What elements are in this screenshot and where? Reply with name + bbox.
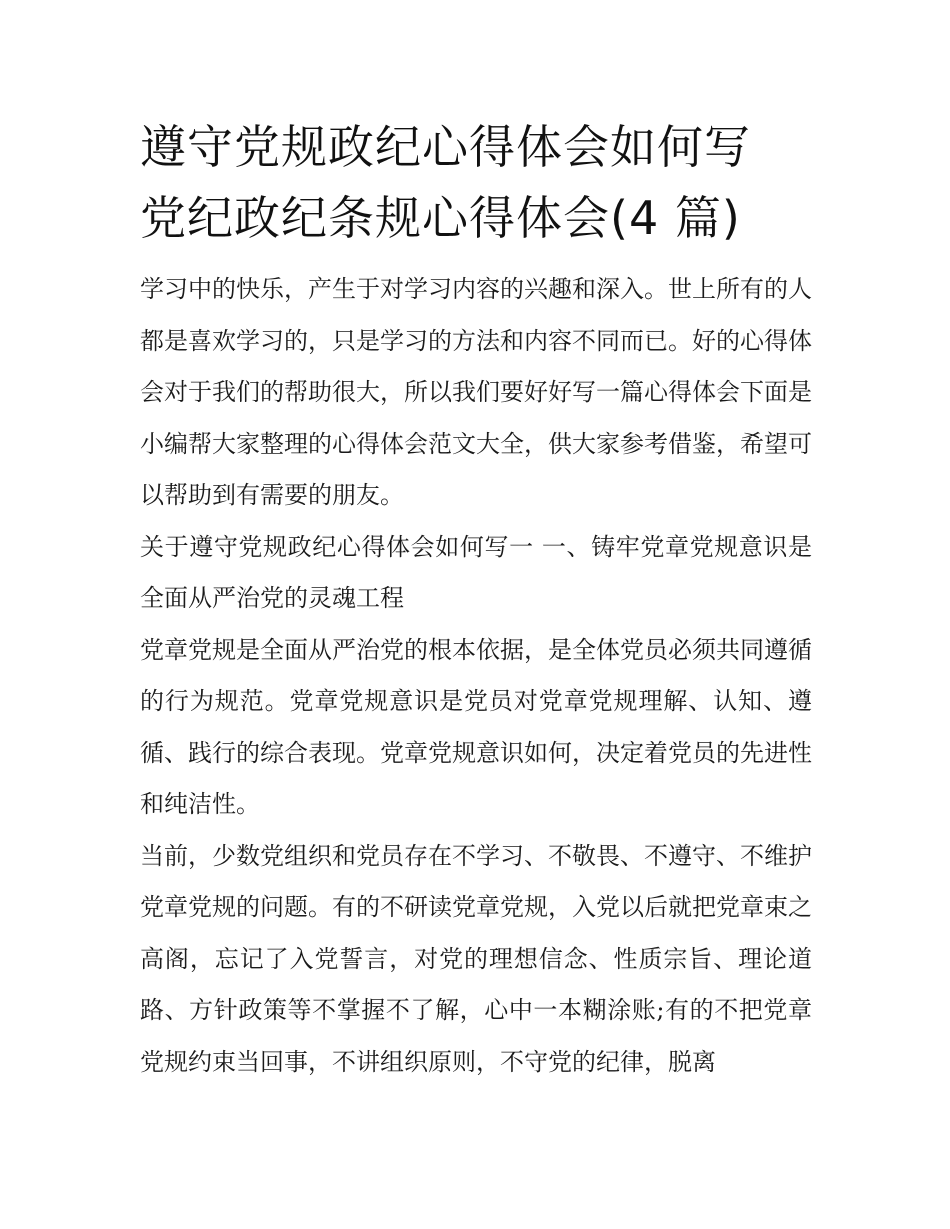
body-paragraph-1: 党章党规是全面从严治党的根本依据，是全体党员必须共同遵循的行为规范。党章党规意识是党员对党章党规理解、认知、遵循、践行的综合表现。党章党规意识如何，决定着党员的先进性和纯洁性。: [140, 635, 812, 818]
document-title: [140, 112, 812, 264]
intro-paragraph: 学习中的快乐，产生于对学习内容的兴趣和深入。世上所有的人都是喜欢学习的，只是学习的方法和内容不同而已。好的心得体会对于我们的帮助很大，所以我们要好好写一篇心得体会下面是小编帮大家整理的心得体会范文大全，供大家参考借鉴，希望可以帮助到有需要的朋友。: [140, 275, 812, 509]
title-line-2: 党纪政纪条规心得体会(4 篇): [140, 191, 741, 245]
document-body: [140, 112, 812, 1088]
body-paragraph-2: 当前，少数党组织和党员存在不学习、不敬畏、不遵守、不维护党章党规的问题。有的不研读党章党规，入党以后就把党章束之高阁，忘记了入党誓言，对党的理想信念、性质宗旨、理论道路、方针政策等不掌握不了解，心中一本糊涂账;有的不把党章党规约束当回事，不讲组织原则，不守党的纪律，脱离: [140, 841, 812, 1076]
section-heading-paragraph: 关于遵守党规政纪心得体会如何写一 一、铸牢党章党规意识是全面从严治党的灵魂工程: [140, 532, 812, 612]
title-line-1: 遵守党规政纪心得体会如何写: [140, 120, 751, 174]
